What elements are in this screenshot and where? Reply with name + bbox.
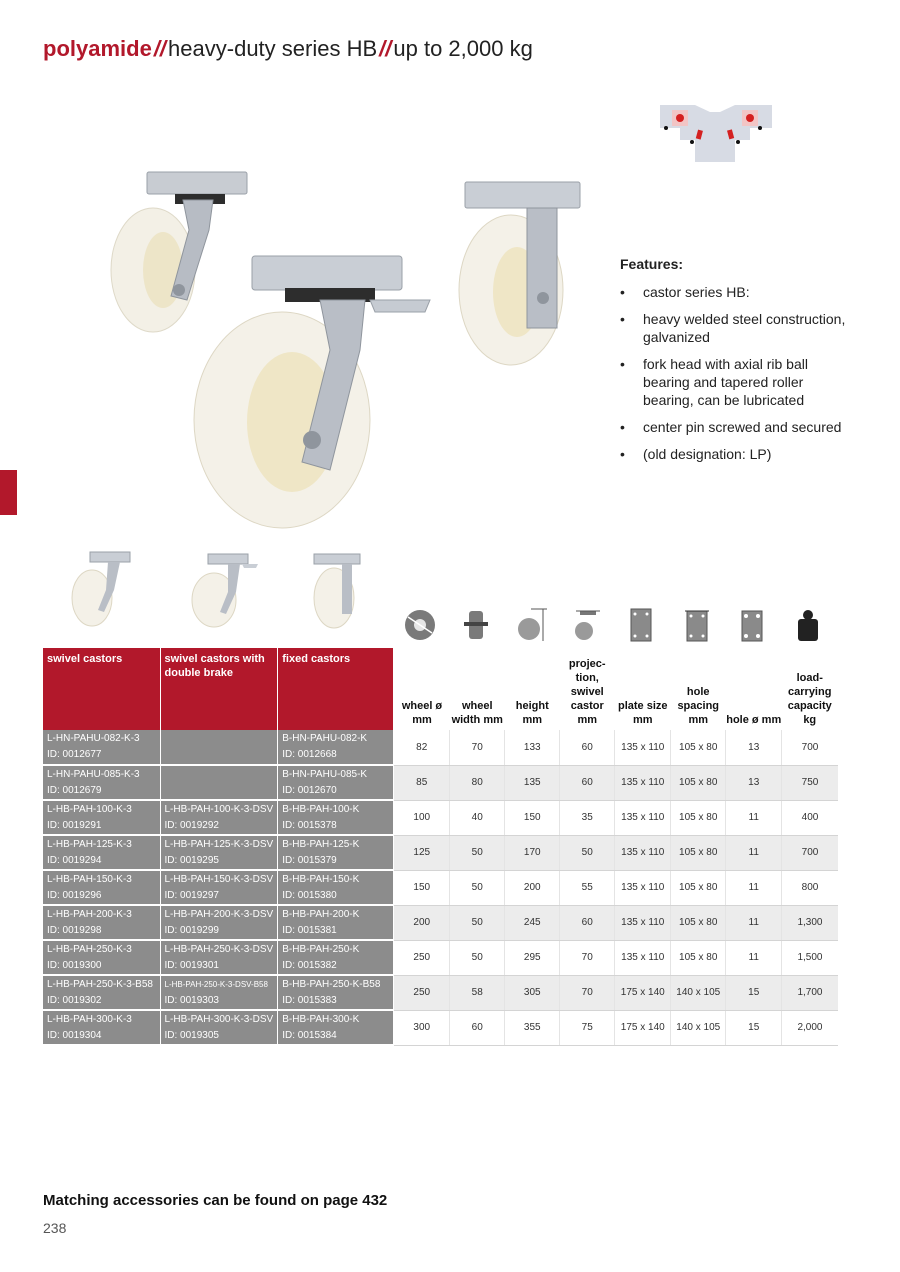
wheel-width-value: 70 xyxy=(450,730,505,765)
article-id: ID: 0019291 xyxy=(47,819,102,831)
hole-spacing-value: 140 x 105 xyxy=(671,975,726,1010)
title-capacity: up to 2,000 kg xyxy=(393,36,533,61)
brake-cell xyxy=(160,800,278,835)
brake-cell xyxy=(160,765,278,800)
article-number: L-HB-PAH-300-K-3 xyxy=(47,1013,132,1025)
col-header-projection: projec-tion, swivel castor mm xyxy=(560,648,615,730)
fixed-cell xyxy=(278,975,394,1010)
height-value: 295 xyxy=(505,940,560,975)
brake-cell xyxy=(160,1010,278,1045)
brake-cell xyxy=(160,730,278,765)
plate-size-value: 135 x 110 xyxy=(615,800,671,835)
plate-size-value: 135 x 110 xyxy=(615,870,671,905)
hole-spacing-value: 105 x 80 xyxy=(671,940,726,975)
brake-cell xyxy=(160,940,278,975)
fixed-cell xyxy=(278,905,394,940)
brake-cell xyxy=(160,905,278,940)
fixed-castor-photo xyxy=(455,180,590,370)
article-id: ID: 0019298 xyxy=(47,924,102,936)
projection-value: 55 xyxy=(560,870,615,905)
wheel-diameter-value: 250 xyxy=(394,940,450,975)
swivel-cell xyxy=(43,730,160,765)
load-capacity-value: 800 xyxy=(782,870,838,905)
col-header-wheel-width: wheel width mm xyxy=(450,648,505,730)
article-number: L-HB-PAH-100-K-3-DSV xyxy=(164,803,274,815)
height-icon xyxy=(511,605,551,645)
article-id: ID: 0012679 xyxy=(47,784,102,796)
height-value: 135 xyxy=(505,765,560,800)
projection-value: 60 xyxy=(560,905,615,940)
hole-spacing-value: 105 x 80 xyxy=(671,835,726,870)
swivel-cell xyxy=(43,800,160,835)
plate-size-value: 175 x 140 xyxy=(615,975,671,1010)
brake-cell xyxy=(160,975,278,1010)
load-capacity-value: 1,300 xyxy=(782,905,838,940)
hole-diameter-value: 15 xyxy=(726,1010,782,1045)
article-id: ID: 0012668 xyxy=(282,749,337,760)
article-number: B-HN-PAHU-082-K xyxy=(282,733,368,744)
hole-spacing-value: 105 x 80 xyxy=(671,905,726,940)
article-id: ID: 0019295 xyxy=(164,854,219,866)
article-number: B-HN-PAHU-085-K xyxy=(282,768,368,780)
article-number: B-HB-PAH-250-K xyxy=(282,943,360,955)
brake-cell xyxy=(160,835,278,870)
hole-spacing-value: 105 x 80 xyxy=(671,765,726,800)
projection-value: 35 xyxy=(560,800,615,835)
title-series: heavy-duty series HB xyxy=(168,36,378,61)
wheel-diameter-icon xyxy=(400,605,440,645)
hole-diameter-value: 11 xyxy=(726,835,782,870)
plate-size-value: 135 x 110 xyxy=(615,765,671,800)
table-row xyxy=(43,870,838,905)
plate-size-value: 135 x 110 xyxy=(615,835,671,870)
article-number: L-HN-PAHU-082-K-3 xyxy=(47,733,140,744)
hole-spacing-value: 105 x 80 xyxy=(671,800,726,835)
page-title xyxy=(43,36,533,62)
article-id: ID: 0019300 xyxy=(47,959,102,971)
load-capacity-value: 1,700 xyxy=(782,975,838,1010)
hole-diameter-value: 11 xyxy=(726,800,782,835)
table-row xyxy=(43,800,838,835)
load-capacity-value: 700 xyxy=(782,835,838,870)
wheel-width-value: 60 xyxy=(450,1010,505,1045)
fixed-cell xyxy=(278,730,394,765)
swivel-cell xyxy=(43,765,160,800)
title-brand: polyamide xyxy=(43,36,152,61)
fixed-cell xyxy=(278,940,394,975)
article-id: ID: 0019299 xyxy=(164,924,219,936)
projection-value: 60 xyxy=(560,730,615,765)
wheel-diameter-value: 200 xyxy=(394,905,450,940)
swivel-castor-thumb xyxy=(70,550,135,630)
article-number: L-HB-PAH-125-K-3-DSV xyxy=(164,838,274,850)
wheel-width-icon xyxy=(456,605,496,645)
plate-size-value: 175 x 140 xyxy=(615,1010,671,1045)
hole-diameter-value: 11 xyxy=(726,905,782,940)
article-number: L-HB-PAH-125-K-3 xyxy=(47,838,132,850)
hole-spacing-value: 105 x 80 xyxy=(671,730,726,765)
table-row xyxy=(43,975,838,1010)
article-number: B-HB-PAH-150-K xyxy=(282,873,360,885)
wheel-width-value: 58 xyxy=(450,975,505,1010)
fixed-cell xyxy=(278,835,394,870)
load-capacity-value: 2,000 xyxy=(782,1010,838,1045)
article-id: ID: 0012677 xyxy=(47,749,102,760)
col-header-swivel: swivel castors xyxy=(43,648,160,730)
article-number: B-HB-PAH-300-K xyxy=(282,1013,360,1025)
article-id: ID: 0015379 xyxy=(282,854,337,866)
features-list xyxy=(620,283,850,463)
spec-table xyxy=(43,648,838,1046)
fixed-cell xyxy=(278,800,394,835)
article-number: L-HB-PAH-100-K-3 xyxy=(47,803,132,815)
article-id: ID: 0015384 xyxy=(282,1029,337,1041)
article-number: B-HB-PAH-200-K xyxy=(282,908,360,920)
load-capacity-value: 750 xyxy=(782,765,838,800)
plate-size-value: 135 x 110 xyxy=(615,905,671,940)
load-capacity-value: 700 xyxy=(782,730,838,765)
hole-diameter-value: 11 xyxy=(726,940,782,975)
article-id: ID: 0019305 xyxy=(164,1029,219,1041)
article-number: L-HB-PAH-250-K-3-DSV xyxy=(164,943,274,955)
article-number: L-HB-PAH-200-K-3 xyxy=(47,908,132,920)
swivel-cell xyxy=(43,905,160,940)
article-number: L-HB-PAH-150-K-3-DSV xyxy=(164,873,274,885)
projection-value: 50 xyxy=(560,835,615,870)
wheel-width-value: 40 xyxy=(450,800,505,835)
height-value: 245 xyxy=(505,905,560,940)
wheel-width-value: 50 xyxy=(450,870,505,905)
col-header-height: height mm xyxy=(505,648,560,730)
swivel-cell xyxy=(43,940,160,975)
article-id: ID: 0019303 xyxy=(164,994,219,1006)
wheel-width-value: 50 xyxy=(450,905,505,940)
col-header-hole-spacing: hole spacing mm xyxy=(671,648,726,730)
projection-value: 70 xyxy=(560,940,615,975)
col-header-swivel-brake: swivel castors with double brake xyxy=(160,648,278,730)
features-box xyxy=(620,255,850,472)
wheel-diameter-value: 300 xyxy=(394,1010,450,1045)
page-number: 238 xyxy=(43,1220,67,1236)
article-id: ID: 0019301 xyxy=(164,959,219,971)
hole-spacing-value: 105 x 80 xyxy=(671,870,726,905)
swivel-cell xyxy=(43,975,160,1010)
title-separator-2: // xyxy=(379,36,392,61)
article-id: ID: 0019296 xyxy=(47,889,102,901)
wheel-diameter-value: 82 xyxy=(394,730,450,765)
hole-diameter-value: 15 xyxy=(726,975,782,1010)
col-header-fixed: fixed castors xyxy=(278,648,394,730)
table-row xyxy=(43,835,838,870)
wheel-diameter-value: 125 xyxy=(394,835,450,870)
fixed-cell xyxy=(278,1010,394,1045)
article-number: L-HN-PAHU-085-K-3 xyxy=(47,768,140,780)
plate-size-value: 135 x 110 xyxy=(615,940,671,975)
wheel-width-value: 80 xyxy=(450,765,505,800)
col-header-hole-diameter: hole ø mm xyxy=(726,648,782,730)
title-separator: // xyxy=(153,36,167,61)
article-id: ID: 0015381 xyxy=(282,924,337,936)
hole-diameter-icon xyxy=(732,605,772,645)
feature-item: • heavy welded steel construction, galvanized xyxy=(620,310,850,346)
col-header-plate-size: plate size mm xyxy=(615,648,671,730)
feature-item: • castor series HB: xyxy=(620,283,850,301)
wheel-diameter-value: 85 xyxy=(394,765,450,800)
wheel-width-value: 50 xyxy=(450,835,505,870)
article-id: ID: 0019304 xyxy=(47,1029,102,1041)
load-capacity-value: 1,500 xyxy=(782,940,838,975)
col-header-wheel-diameter: wheel ø mm xyxy=(394,648,450,730)
table-row xyxy=(43,940,838,975)
weight-icon xyxy=(788,605,828,645)
projection-value: 70 xyxy=(560,975,615,1010)
table-row xyxy=(43,905,838,940)
wheel-diameter-value: 150 xyxy=(394,870,450,905)
feature-item: • (old designation: LP) xyxy=(620,445,850,463)
swivel-castor-brake-photo xyxy=(190,250,440,530)
height-value: 200 xyxy=(505,870,560,905)
fork-head-diagram xyxy=(650,100,780,165)
hole-diameter-value: 11 xyxy=(726,870,782,905)
article-number: L-HB-PAH-300-K-3-DSV xyxy=(164,1013,274,1025)
article-number: B-HB-PAH-100-K xyxy=(282,803,360,815)
height-value: 170 xyxy=(505,835,560,870)
table-row xyxy=(43,765,838,800)
article-id: ID: 0015380 xyxy=(282,889,337,901)
plate-size-value: 135 x 110 xyxy=(615,730,671,765)
height-value: 305 xyxy=(505,975,560,1010)
article-number: L-HB-PAH-250-K-3 xyxy=(47,943,132,955)
hole-diameter-value: 13 xyxy=(726,765,782,800)
projection-icon xyxy=(566,605,606,645)
article-id: ID: 0015378 xyxy=(282,819,337,831)
brake-cell xyxy=(160,870,278,905)
height-value: 150 xyxy=(505,800,560,835)
article-id: ID: 0015382 xyxy=(282,959,337,971)
article-id: ID: 0019292 xyxy=(164,819,219,831)
hole-diameter-value: 13 xyxy=(726,730,782,765)
swivel-brake-castor-thumb xyxy=(190,552,260,630)
projection-value: 75 xyxy=(560,1010,615,1045)
hole-spacing-icon xyxy=(677,605,717,645)
feature-item: • fork head with axial rib ball bearing and tapered roller bearing, can be lubricated xyxy=(620,355,850,409)
article-id: ID: 0019302 xyxy=(47,994,102,1006)
features-heading: Features: xyxy=(620,256,684,272)
article-number: L-HB-PAH-250-K-3-B58 xyxy=(47,978,153,990)
article-id: ID: 0015383 xyxy=(282,994,337,1006)
load-capacity-value: 400 xyxy=(782,800,838,835)
projection-value: 60 xyxy=(560,765,615,800)
wheel-width-value: 50 xyxy=(450,940,505,975)
swivel-cell xyxy=(43,1010,160,1045)
article-number: L-HB-PAH-150-K-3 xyxy=(47,873,132,885)
height-value: 133 xyxy=(505,730,560,765)
col-header-load-capacity: load-carrying capacity kg xyxy=(782,648,838,730)
swivel-cell xyxy=(43,835,160,870)
wheel-diameter-value: 250 xyxy=(394,975,450,1010)
table-row xyxy=(43,730,838,765)
fixed-cell xyxy=(278,870,394,905)
article-id: ID: 0012670 xyxy=(282,784,337,796)
chapter-tab xyxy=(0,470,17,515)
plate-size-icon xyxy=(621,605,661,645)
fixed-cell xyxy=(278,765,394,800)
table-header-row xyxy=(43,648,838,730)
height-value: 355 xyxy=(505,1010,560,1045)
wheel-diameter-value: 100 xyxy=(394,800,450,835)
article-number: B-HB-PAH-125-K xyxy=(282,838,360,850)
article-id: ID: 0019297 xyxy=(164,889,219,901)
swivel-cell xyxy=(43,870,160,905)
hole-spacing-value: 140 x 105 xyxy=(671,1010,726,1045)
feature-item: • center pin screwed and secured xyxy=(620,418,850,436)
article-number: B-HB-PAH-250-K-B58 xyxy=(282,978,381,990)
article-number: L-HB-PAH-250-K-3-DSV-B58 xyxy=(164,979,268,989)
accessories-note: Matching accessories can be found on page 432 xyxy=(43,1192,388,1209)
table-row xyxy=(43,1010,838,1045)
fixed-castor-thumb xyxy=(310,552,365,632)
article-number: L-HB-PAH-200-K-3-DSV xyxy=(164,908,274,920)
article-id: ID: 0019294 xyxy=(47,854,102,866)
